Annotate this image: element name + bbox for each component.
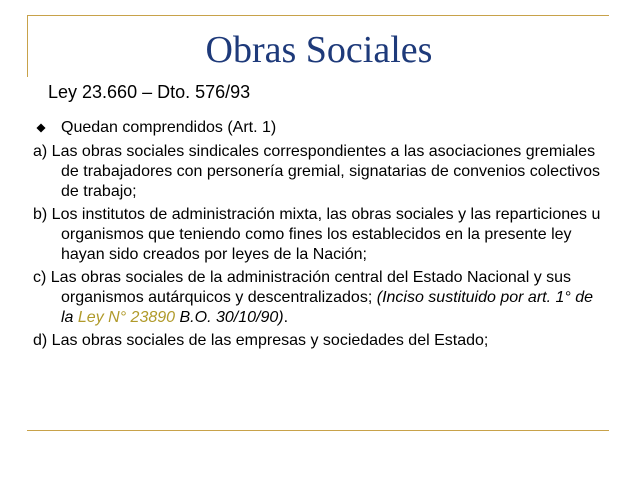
list-item-b xyxy=(33,205,603,265)
slide-content xyxy=(33,118,603,354)
list-item-a xyxy=(33,142,603,202)
item-note: (Inciso sustituido por art. 1° de la xyxy=(61,289,594,326)
bottom-divider xyxy=(27,430,609,431)
top-divider xyxy=(27,15,609,16)
item-period: . xyxy=(283,309,289,326)
square-bullet-icon xyxy=(36,123,45,132)
item-text: b) Los institutos de administración mixta, las obras sociales y las reparticiones u organismos que teniendo como fines los establecidos en la presente ley hayan sido creados por leyes de la Nación; xyxy=(33,206,601,263)
law-link[interactable]: Ley N° 23890 xyxy=(77,309,176,326)
item-note-end: B.O. 30/10/90) xyxy=(179,309,284,326)
item-text: a) Las obras sociales sindicales correspondientes a las asociaciones gremiales de trabajadores con personería gremial, signatarias de convenios colectivos de trabajo; xyxy=(33,143,600,200)
slide-title: Obras Sociales xyxy=(205,29,433,71)
list-item-c xyxy=(33,268,603,328)
item-text: d) Las obras sociales de las empresas y sociedades del Estado; xyxy=(33,332,489,349)
slide-subtitle: Ley 23.660 – Dto. 576/93 xyxy=(48,82,251,102)
bullet-item xyxy=(33,118,603,138)
bullet-text: Quedan comprendidos (Art. 1) xyxy=(61,119,277,136)
list-item-d xyxy=(33,331,603,351)
item-text: c) Las obras sociales de la administración central del Estado Nacional y sus organismos autárquicos y descentralizados; xyxy=(33,269,572,306)
